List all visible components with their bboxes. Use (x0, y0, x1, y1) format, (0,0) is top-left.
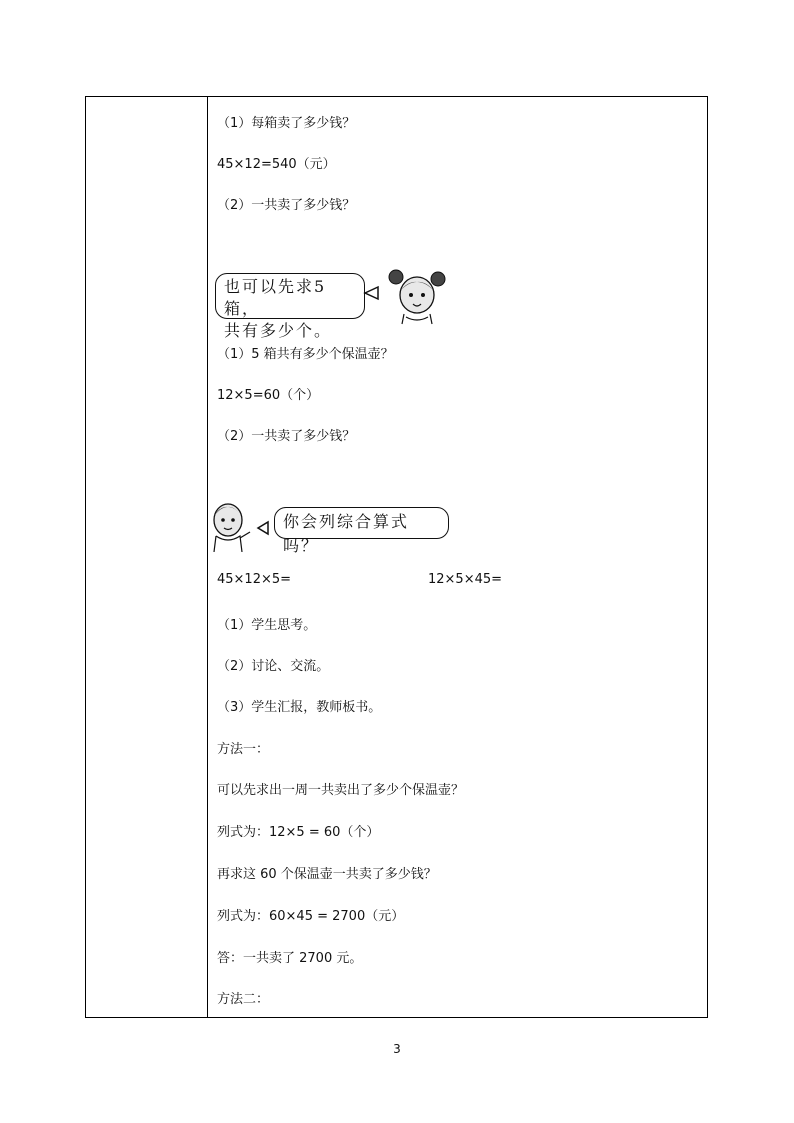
equation-five-boxes: 12×5=60（个） (217, 388, 320, 403)
method-one-question: 可以先求出一周一共卖出了多少个保温壶？ (217, 783, 465, 798)
method-one-heading: 方法一： (217, 742, 270, 757)
boy-character-icon (210, 500, 278, 552)
page-number: 3 (393, 1042, 401, 1056)
method-one-equation-2: 列式为：60×45 = 2700（元） (217, 909, 405, 924)
question-total-2: （2）一共卖了多少钱？ (217, 429, 356, 444)
step-discuss: （2）讨论、交流。 (217, 659, 330, 674)
combined-formula-a: 45×12×5= (217, 572, 292, 587)
boy-speech-bubble: 你会列综合算式吗？ (274, 507, 449, 539)
method-one-equation-1: 列式为：12×5 = 60（个） (217, 825, 380, 840)
step-think: （1）学生思考。 (217, 618, 317, 633)
step-report: （3）学生汇报，教师板书。 (217, 700, 382, 715)
lesson-table (85, 96, 708, 1018)
girl-bubble-line-2: 共有多少个。 (224, 321, 333, 340)
girl-speech-bubble (215, 273, 365, 340)
question-total-1: （2）一共卖了多少钱？ (217, 198, 356, 213)
girl-character-icon (356, 267, 448, 325)
question-five-boxes: （1）5 箱共有多少个保温壶？ (217, 347, 394, 362)
question-per-box: （1）每箱卖了多少钱？ (217, 116, 356, 131)
answer-line: 答：一共卖了 2700 元。 (217, 951, 363, 966)
girl-bubble-line-1: 也可以先求5箱， (224, 277, 327, 318)
column-divider (207, 97, 208, 1017)
combined-formula-b: 12×5×45= (428, 572, 503, 587)
method-two-heading: 方法二： (217, 992, 270, 1007)
equation-per-box: 45×12=540（元） (217, 157, 336, 172)
method-one-question-2: 再求这 60 个保温壶一共卖了多少钱？ (217, 867, 437, 882)
